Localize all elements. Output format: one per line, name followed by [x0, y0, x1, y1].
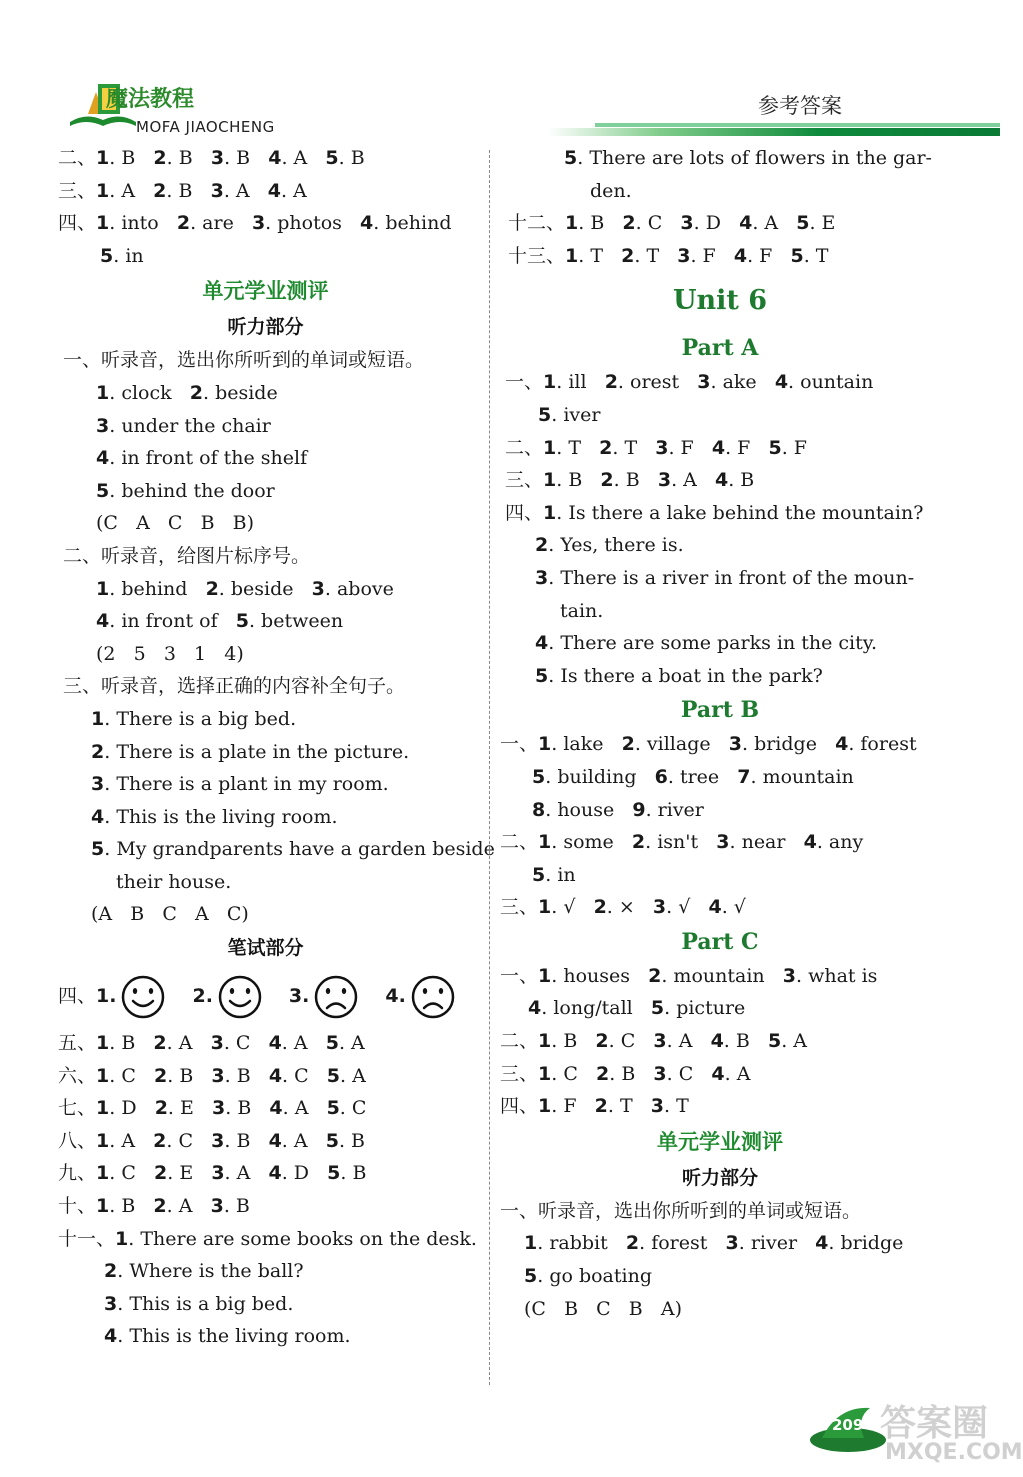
answer-line: 5. Is there a boat in the park? [535, 664, 823, 687]
answer-line: 三、1. √ 2. × 3. √ 4. √ [500, 896, 746, 919]
watermark-url: MXQE.COM [885, 1440, 1023, 1465]
answer-line: 2. There is a plate in the picture. [91, 740, 410, 763]
answer-line: 一、1. ill 2. orest 3. ake 4. ountain [505, 371, 874, 394]
answer-line: 三、1. C 2. B 3. C 4. A [500, 1062, 751, 1085]
answer-line: 三、1. A 2. B 3. A 4. A [58, 179, 307, 202]
answer-line: 十三、1. T 2. T 3. F 4. F 5. T [508, 244, 829, 267]
answer-line: 4. This is the living room. [91, 805, 338, 828]
header-rule-light [595, 123, 1000, 127]
answer-line: 1. clock 2. beside [96, 381, 278, 404]
answer-line: (C B C B A) [524, 1297, 683, 1320]
answer-line: 5. My grandparents have a garden beside [91, 838, 495, 861]
answer-line: 3. There is a plant in my room. [91, 773, 389, 796]
answer-line: 二、1. B 2. C 3. A 4. B 5. A [500, 1030, 808, 1053]
unit-title: Unit 6 [672, 285, 768, 317]
answer-line: 六、1. C 2. B 3. B 4. C 5. A [58, 1064, 366, 1087]
answer-line: 二、1. T 2. T 3. F 4. F 5. F [505, 436, 807, 459]
answer-line: 5. building 6. tree 7. mountain [532, 765, 854, 788]
section-subheading: 听力部分 [227, 316, 304, 339]
section-subheading: 听力部分 [681, 1166, 758, 1189]
answer-line: 5. iver [538, 403, 601, 426]
answer-line: 二、1. some 2. isn't 3. near 4. any [500, 831, 864, 854]
answer-line: 4. long/tall 5. picture [528, 997, 746, 1020]
answer-line: 八、1. A 2. C 3. B 4. A 5. B [58, 1129, 365, 1152]
answer-line: 十二、1. B 2. C 3. D 4. A 5. E [508, 212, 836, 235]
smiley-answer-row: 四、1. 2. 3. 4. [58, 965, 473, 1027]
answer-line: 十、1. B 2. A 3. B [58, 1195, 250, 1218]
smiley-happy-icon [120, 974, 166, 1020]
answer-line: (A B C A C) [91, 903, 249, 926]
answer-line: 4. There are some parks in the city. [535, 632, 878, 655]
answer-line: 一、1. houses 2. mountain 3. what is [500, 964, 878, 987]
header-rule [548, 128, 1000, 136]
answer-line: 七、1. D 2. E 3. B 4. A 5. C [58, 1097, 367, 1120]
logo [68, 78, 298, 138]
part-title: Part C [681, 928, 759, 955]
answer-line: 2. Yes, there is. [535, 534, 684, 557]
answer-line: 三、听录音，选择正确的内容补全句子。 [63, 675, 406, 698]
answer-line: tain. [560, 599, 604, 622]
answer-line: 8. house 9. river [532, 798, 704, 821]
answer-line: 3. There is a river in front of the moun- [535, 566, 915, 589]
answer-line: 4. This is the living room. [104, 1325, 351, 1348]
section-label: 参考答案 [758, 94, 842, 118]
answer-line: den. [590, 179, 632, 202]
answer-line: their house. [116, 870, 232, 893]
answer-line: 三、1. B 2. B 3. A 4. B [505, 469, 755, 492]
answer-line: 四、1. into 2. are 3. photos 4. behind [58, 212, 452, 235]
page-header [0, 0, 1000, 145]
logo-pinyin: MOFA JIAOCHENG [136, 118, 275, 136]
page-number: 209 [832, 1416, 864, 1434]
smiley-sad-icon [410, 974, 456, 1020]
answer-line: 4. in front of the shelf [96, 447, 308, 470]
page-number-badge [808, 1400, 888, 1455]
answer-line: (C A C B B) [96, 512, 255, 535]
answer-line: 九、1. C 2. E 3. A 4. D 5. B [58, 1162, 367, 1185]
part-title: Part A [681, 335, 759, 362]
answer-line: 五、1. B 2. A 3. C 4. A 5. A [58, 1032, 365, 1055]
answer-line: 1. There is a big bed. [91, 707, 297, 730]
section-heading: 单元学业测评 [657, 1129, 783, 1154]
answer-line: 5. There are lots of flowers in the gar- [564, 147, 932, 169]
answer-line: 1. rabbit 2. forest 3. river 4. bridge [524, 1232, 904, 1255]
answer-line: 一、1. lake 2. village 3. bridge 4. forest [500, 733, 917, 756]
answer-line: 5. go boating [524, 1265, 652, 1288]
answer-line: 5. in [100, 244, 144, 267]
answer-line: 一、听录音，选出你所听到的单词或短语。 [63, 349, 425, 372]
right-column [500, 142, 940, 1325]
answer-line: 四、1. F 2. T 3. T [500, 1095, 689, 1118]
answer-line: 2. Where is the ball? [104, 1260, 304, 1283]
smiley-sad-icon [313, 974, 359, 1020]
answer-line: 3. under the chair [96, 414, 271, 437]
answer-line: 二、听录音，给图片标序号。 [63, 544, 311, 567]
answer-line: 二、1. B 2. B 3. B 4. A 5. B [58, 147, 365, 169]
watermark-logo: 答案圈 [880, 1403, 989, 1444]
answer-line: 四、1. Is there a lake behind the mountain? [505, 501, 924, 524]
logo-text: 魔法教程 [106, 87, 195, 112]
answer-line: 5. in [532, 863, 576, 886]
answer-line: 十一、1. There are some books on the desk. [58, 1227, 477, 1250]
answer-line: 4. in front of 5. between [96, 610, 344, 633]
column-divider [489, 150, 490, 1385]
section-heading: 单元学业测评 [202, 279, 329, 304]
smiley-happy-icon [217, 974, 263, 1020]
section-subheading: 笔试部分 [227, 937, 304, 960]
answer-line: (2 5 3 1 4) [96, 642, 244, 665]
left-column [58, 142, 495, 1353]
part-title: Part B [680, 697, 760, 724]
answer-line: 5. behind the door [96, 479, 275, 502]
answer-line: 1. behind 2. beside 3. above [96, 577, 394, 600]
answer-line: 一、听录音，选出你所听到的单词或短语。 [500, 1199, 862, 1222]
answer-line: 3. This is a big bed. [104, 1292, 294, 1315]
